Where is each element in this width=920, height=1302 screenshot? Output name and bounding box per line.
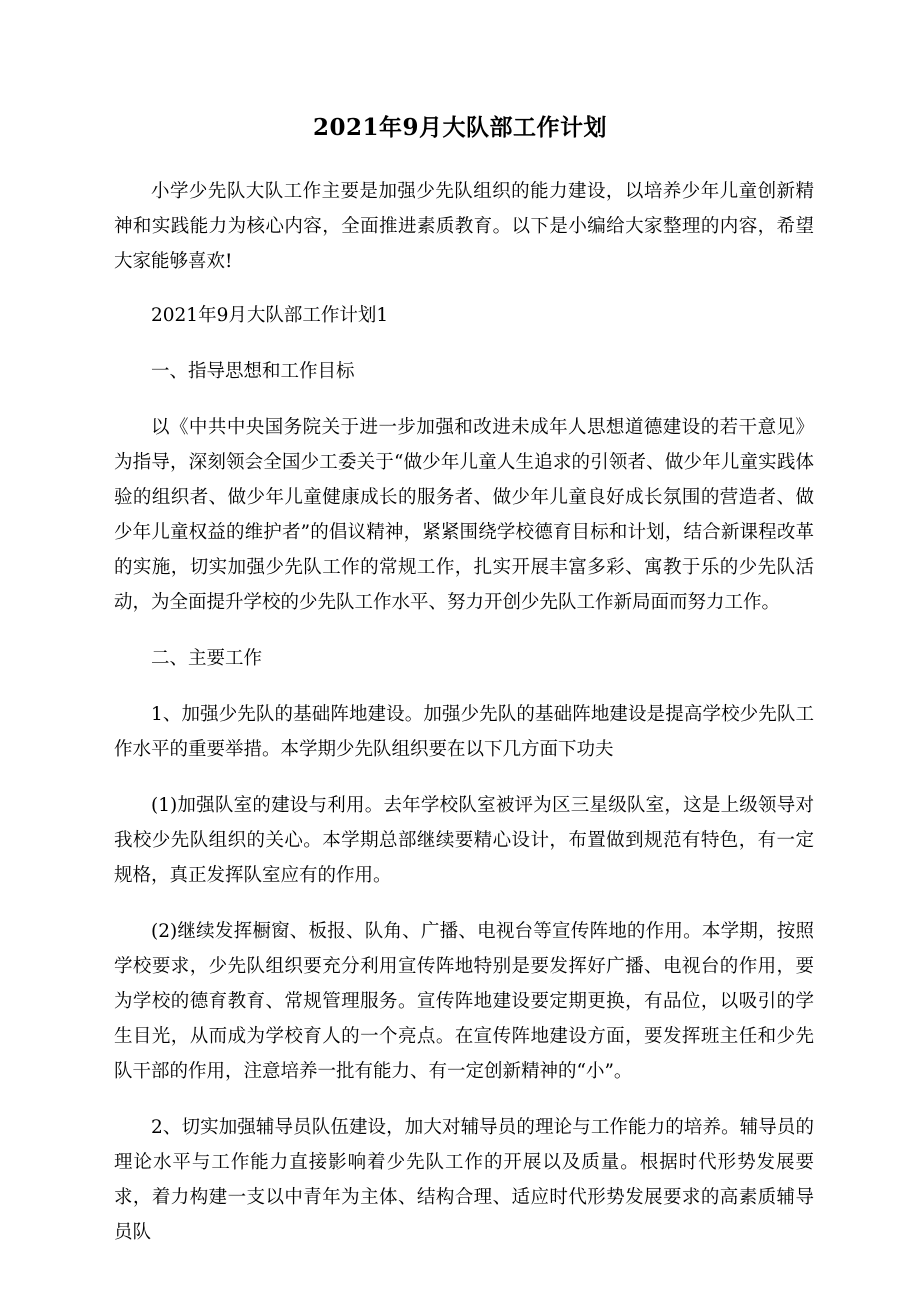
sub-item-1-paragraph: (1)加强队室的建设与利用。去年学校队室被评为区三星级队室，这是上级领导对我校少先队组织的关心。本学期总部继续要精心设计，布置做到规范有特色，有一定规格，真正发挥队室应有的作用。 <box>114 795 814 886</box>
document-title: 2021年9月大队部工作计划 <box>312 114 608 141</box>
section-heading-plan-1: 2021年9月大队部工作计划1 <box>151 305 389 326</box>
main-work-item-2-paragraph: 2、切实加强辅导员队伍建设，加大对辅导员的理论与工作能力的培养。辅导员的理论水平与工作能力直接影响着少先队工作的开展以及质量。根据时代形势发展要求，着力构建一支以中青年为主体、结构合理、适应时代形势发展要求的高素质辅导员队 <box>114 1117 814 1243</box>
main-work-item-1-paragraph: 1、加强少先队的基础阵地建设。加强少先队的基础阵地建设是提高学校少先队工作水平的重要举措。本学期少先队组织要在以下几方面下功夫 <box>114 704 814 760</box>
intro-paragraph: 小学少先队大队工作主要是加强少先队组织的能力建设，以培养少年儿童创新精神和实践能力为核心内容，全面推进素质教育。以下是小编给大家整理的内容，希望大家能够喜欢! <box>114 181 814 272</box>
section-heading-guiding-ideology: 一、指导思想和工作目标 <box>151 361 355 382</box>
sub-item-2-paragraph: (2)继续发挥橱窗、板报、队角、广播、电视台等宣传阵地的作用。本学期，按照学校要求，少先队组织要充分利用宣传阵地特别是要发挥好广播、电视台的作用，要为学校的德育教育、常规管理服务。宣传阵地建设要定期更换，有品位，以吸引的学生目光，从而成为学校育人的一个亮点。在宣传阵地建设方面，要发挥班主任和少先队干部的作用，注意培养一批有能力、有一定创新精神的“小”。 <box>114 921 814 1082</box>
guiding-ideology-paragraph: 以《中共中央国务院关于进一步加强和改进未成年人思想道德建设的若干意见》为指导，深刻领会全国少工委关于“做少年儿童人生追求的引领者、做少年儿童实践体验的组织者、做少年儿童健康成长的服务者、做少年儿童良好成长氛围的营造者、做少年儿童权益的维护者”的倡议精神，紧紧围绕学校德育目标和计划，结合新课程改革的实施，切实加强少先队工作的常规工作，扎实开展丰富多彩、寓教于乐的少先队活动，为全面提升学校的少先队工作水平、努力开创少先队工作新局面而努力工作。 <box>114 417 814 613</box>
section-heading-main-work: 二、主要工作 <box>151 648 263 669</box>
document-body <box>114 174 814 1271</box>
